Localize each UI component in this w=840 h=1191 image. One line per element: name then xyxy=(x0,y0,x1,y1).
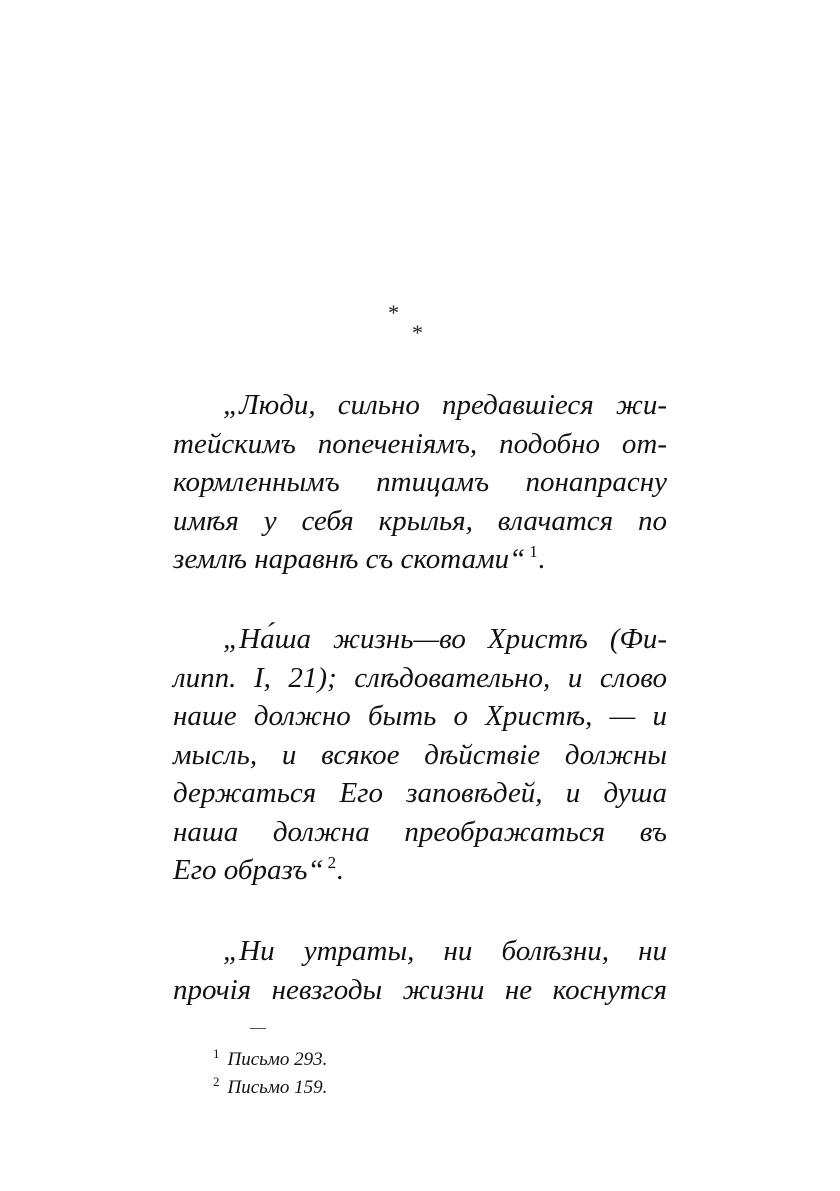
text-line-last xyxy=(173,540,667,579)
asterism-star-2: * xyxy=(412,320,423,345)
footnote-2 xyxy=(213,1074,327,1102)
text-line: „Ни утраты, ни болѣзни, ни xyxy=(223,935,667,967)
footnote-reference-2: 2 xyxy=(327,853,337,873)
text-line-last xyxy=(173,851,667,890)
quote-paragraph-1 xyxy=(173,386,667,579)
sentence-end: . xyxy=(336,854,344,886)
text-line: держаться Его заповѣдей, и душа xyxy=(173,777,667,809)
text-line-content: Его образъ“ xyxy=(173,854,324,886)
text-line: наше должно быть о Христѣ, — и xyxy=(173,700,667,732)
text-line: „На́ша жизнь—во Христѣ (Фи- xyxy=(223,623,667,655)
text-line: наша должна преображаться въ xyxy=(173,815,667,848)
footnote-reference-1: 1 xyxy=(529,542,538,562)
text-line-content: землѣ наравнѣ съ скотами“ xyxy=(173,543,526,575)
text-line: „Люди, сильно предавшіеся жи- xyxy=(223,389,667,421)
footnote-text: Письмо 159. xyxy=(227,1077,328,1098)
footnote-number: 2 xyxy=(213,1073,220,1089)
footnote-number: 1 xyxy=(213,1045,220,1061)
sentence-end: . xyxy=(537,543,545,575)
text-line: липп. I, 21); слѣдовательно, и слово xyxy=(173,661,667,694)
footnotes xyxy=(213,1046,327,1102)
quote-paragraph-3 xyxy=(173,932,667,1009)
asterism-star-1: * xyxy=(388,300,399,325)
text-line: мысль, и всякое дѣйствіе должны xyxy=(173,738,667,771)
footnote-1 xyxy=(213,1046,327,1074)
footnote-text: Письмо 293. xyxy=(227,1049,328,1070)
text-line: кормленнымъ птицамъ понапрасну xyxy=(173,466,667,498)
text-line: имѣя у себя крылья, влачатся по xyxy=(173,504,667,537)
text-line: тейскимъ попеченіямъ, подобно от- xyxy=(173,427,667,460)
text-line: прочія невзгоды жизни не коснутся xyxy=(173,973,667,1006)
quote-paragraph-2 xyxy=(173,620,667,890)
footnote-divider xyxy=(250,1028,266,1029)
